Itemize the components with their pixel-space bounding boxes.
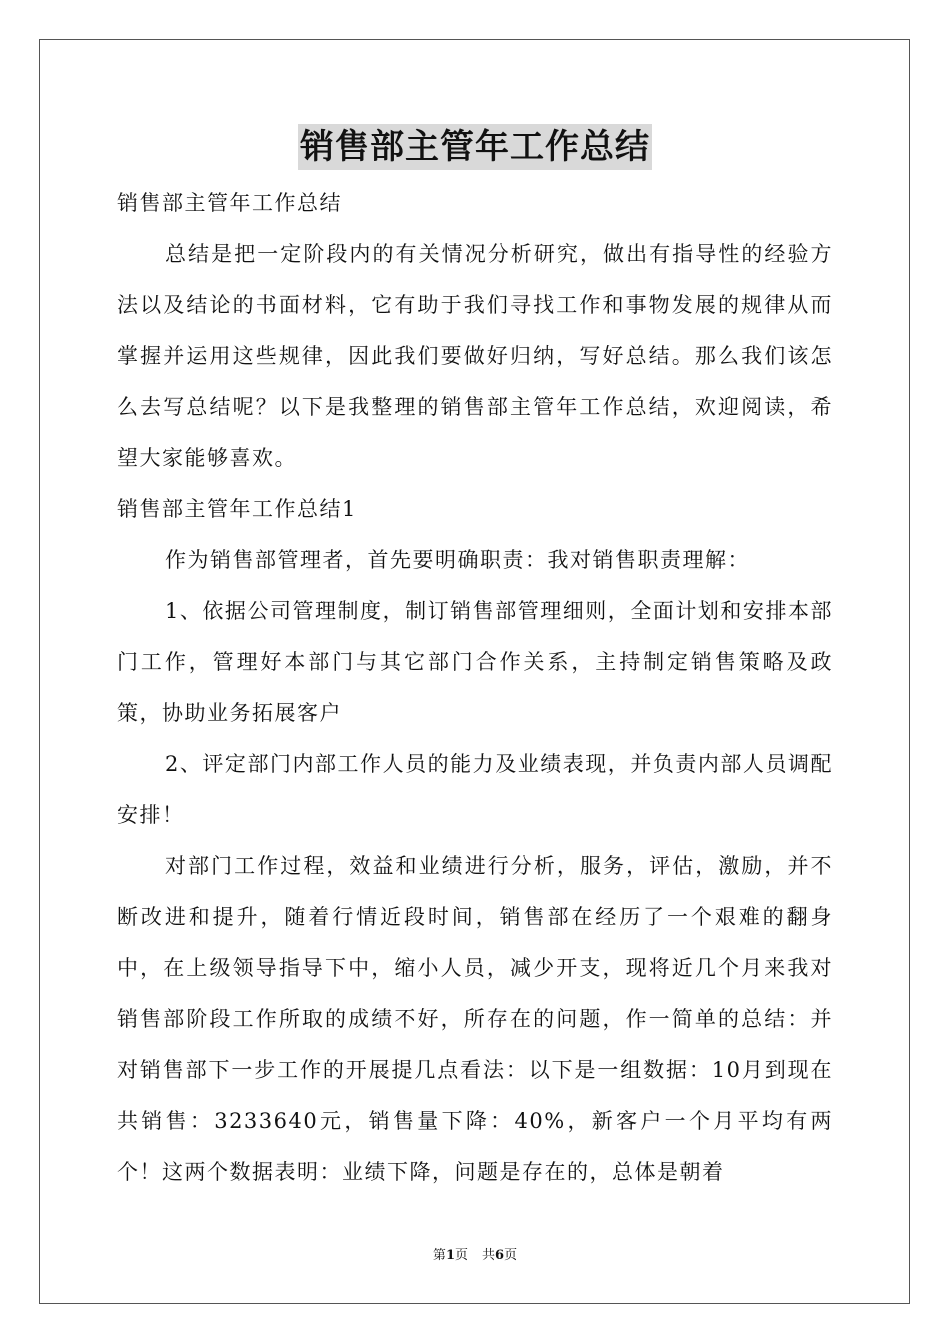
page-footer bbox=[0, 1247, 950, 1265]
document-body bbox=[117, 178, 833, 1198]
paragraph: 作为销售部管理者，首先要明确职责：我对销售职责理解： bbox=[165, 548, 750, 572]
paragraph: 总结是把一定阶段内的有关情况分析研究，做出有指导性的经验方法以及结论的书面材料，它有助于我们寻找工作和事物发展的规律从而掌握并运用这些规律，因此我们要做好归纳，写好总结。那么我们该怎么去写总结呢？以下是我整理的销售部主管年工作总结，欢迎阅读，希望大家能够喜欢。 bbox=[117, 242, 833, 470]
paragraph: 销售部主管年工作总结 bbox=[117, 191, 342, 215]
document-title: 销售部主管年工作总结 bbox=[298, 124, 652, 170]
total-prefix: 共 bbox=[482, 1248, 496, 1263]
paragraph: 2、评定部门内部工作人员的能力及业绩表现，并负责内部人员调配安排！ bbox=[117, 752, 833, 827]
total-suffix: 页 bbox=[504, 1248, 518, 1263]
paragraph: 对部门工作过程，效益和业绩进行分析，服务，评估，激励，并不断改进和提升，随着行情近段时间，销售部在经历了一个艰难的翻身中，在上级领导指导下中，缩小人员，减少开支，现将近几个月来我对销售部阶段工作所取的成绩不好，所存在的问题，作一简单的总结：并对销售部下一步工作的开展提几点看法：以下是一组数据：10月到现在共销售：3233640元，销售量下降：40%，新客户一个月平均有两个！这两个数据表明：业绩下降，问题是存在的，总体是朝着 bbox=[117, 854, 833, 1184]
page-suffix: 页 bbox=[454, 1248, 468, 1263]
page-prefix: 第 bbox=[432, 1248, 446, 1263]
paragraph: 1、依据公司管理制度，制订销售部管理细则，全面计划和安排本部门工作，管理好本部门与其它部门合作关系，主持制定销售策略及政策，协助业务拓展客户 bbox=[117, 599, 833, 725]
total-pages: 6 bbox=[495, 1248, 505, 1263]
title-container bbox=[0, 124, 950, 170]
section-heading: 销售部主管年工作总结1 bbox=[117, 497, 357, 521]
page-number: 1 bbox=[445, 1248, 455, 1263]
